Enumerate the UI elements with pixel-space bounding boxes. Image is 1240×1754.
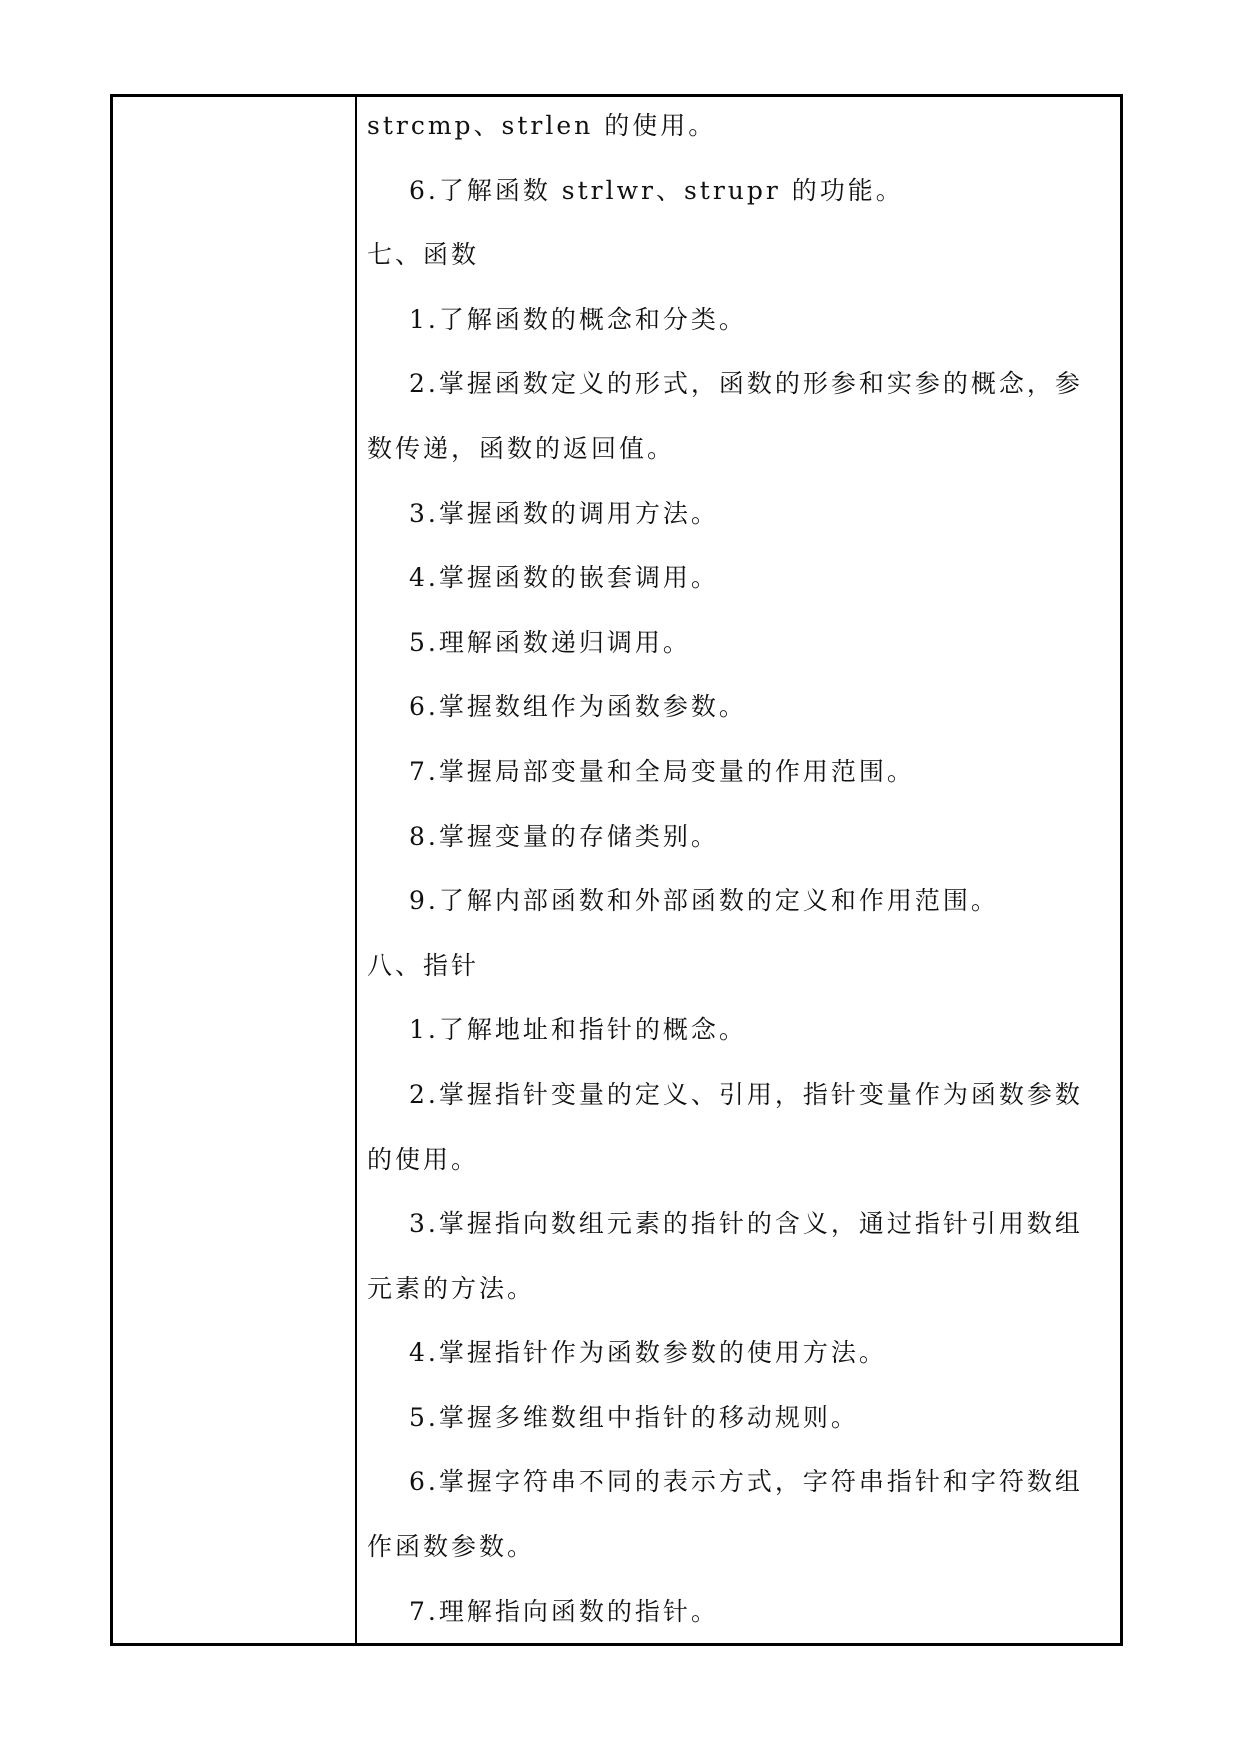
content-line: 5.理解函数递归调用。 [409, 627, 691, 657]
content-line: 1.了解函数的概念和分类。 [409, 304, 747, 334]
content-line: 5.掌握多维数组中指针的移动规则。 [409, 1402, 859, 1432]
content-line: 2.掌握函数定义的形式，函数的形参和实参的概念，参 [409, 369, 1083, 399]
content-line: 3.掌握函数的调用方法。 [409, 498, 719, 528]
content-line: 2.掌握指针变量的定义、引用，指针变量作为函数参数 [409, 1079, 1083, 1109]
content-line: 9.了解内部函数和外部函数的定义和作用范围。 [409, 886, 999, 916]
content-line: 1.了解地址和指针的概念。 [409, 1015, 747, 1045]
syllabus-table [110, 94, 1123, 1646]
content-line: 数传递，函数的返回值。 [367, 433, 676, 463]
content-line: 元素的方法。 [367, 1273, 536, 1303]
content-line: 3.掌握指向数组元素的指针的含义，通过指针引用数组 [409, 1209, 1083, 1239]
table-right-column [357, 97, 1120, 1643]
table-left-column [113, 97, 357, 1643]
content-line: 7.掌握局部变量和全局变量的作用范围。 [409, 756, 915, 786]
content-line: 八、指针 [367, 950, 480, 980]
content-line: 7.理解指向函数的指针。 [409, 1596, 719, 1626]
content-line: 4.掌握函数的嵌套调用。 [409, 563, 719, 593]
content-line: 8.掌握变量的存储类别。 [409, 821, 719, 851]
content-line: 七、函数 [367, 240, 480, 270]
content-line: 6.了解函数 strlwr、strupr 的功能。 [409, 175, 904, 205]
content-line: 6.掌握数组作为函数参数。 [409, 692, 747, 722]
content-line: 4.掌握指针作为函数参数的使用方法。 [409, 1338, 887, 1368]
content-line: 的使用。 [367, 1144, 480, 1174]
content-line: strcmp、strlen 的使用。 [367, 111, 717, 140]
content-line: 6.掌握字符串不同的表示方式，字符串指针和字符数组 [409, 1467, 1083, 1497]
content-lines [367, 94, 1110, 1644]
content-line: 作函数参数。 [367, 1532, 536, 1562]
